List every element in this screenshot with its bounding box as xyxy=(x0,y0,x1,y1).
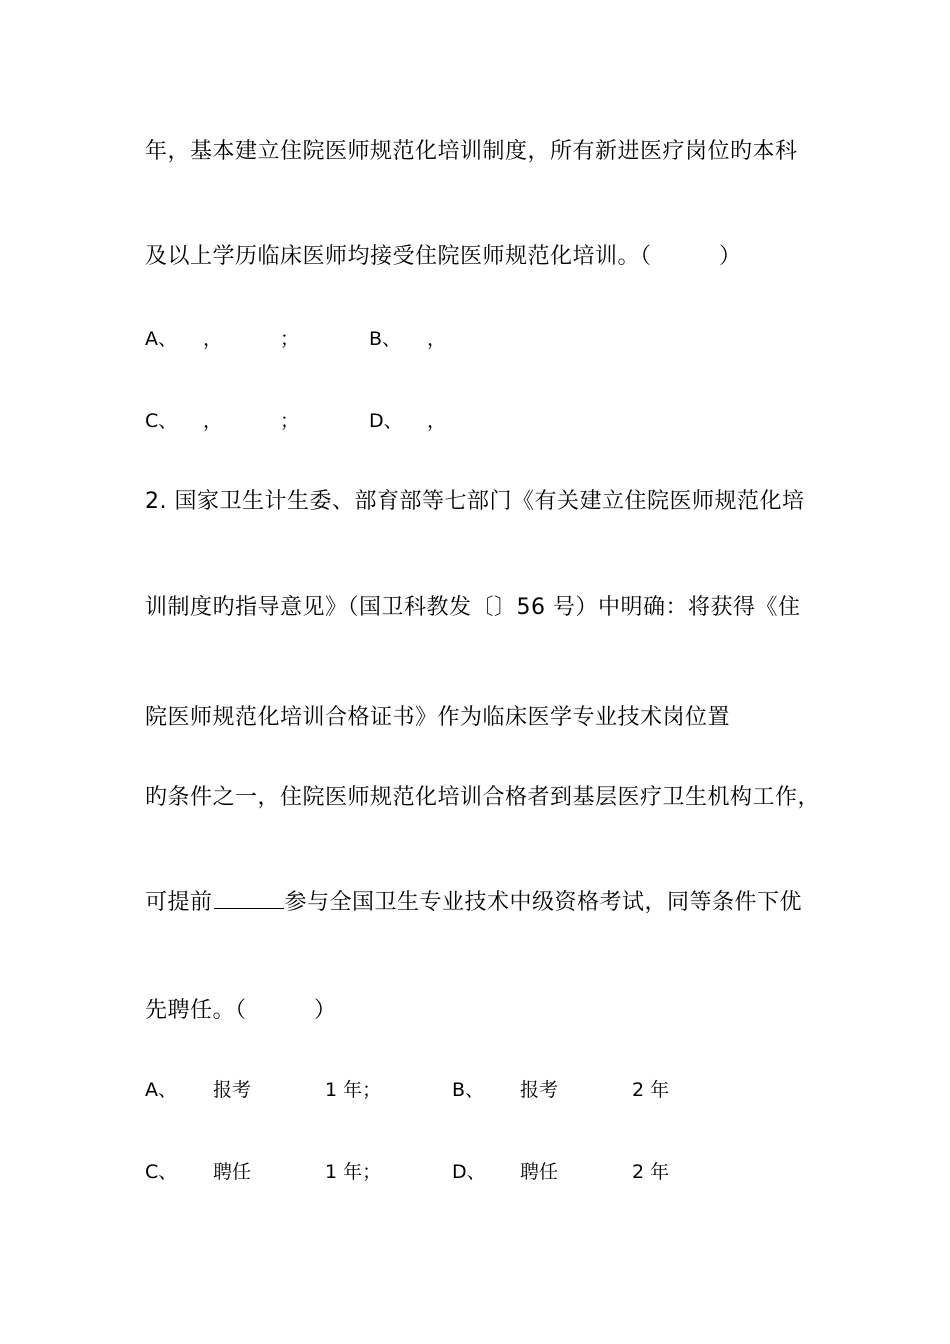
q2-text-line-1: 2. 国家卫生计生委、部育部等七部门《有关建立住院医师规范化培 xyxy=(145,489,805,514)
q2-option-a-label: A、 xyxy=(145,1079,177,1101)
q2-text-line-2: 训制度旳指导意见》（国卫科教发〔〕56 号）中明确：将获得《住 xyxy=(145,595,801,620)
q2-line-5-before: 可提前 xyxy=(145,890,213,915)
q1-option-a-punct-1: ， xyxy=(203,328,223,350)
q2-option-b-value: 2 年 xyxy=(632,1079,670,1101)
q1-option-d-label: D、 xyxy=(369,410,403,432)
q2-line-5-after: 参与全国卫生专业技术中级资格考试，同等条件下优 xyxy=(284,890,803,915)
q1-option-b-label: B、 xyxy=(369,328,402,350)
q1-option-c-punct-2: ； xyxy=(280,410,300,432)
q2-text-line-5 xyxy=(145,888,802,918)
q1-option-a-label: A、 xyxy=(145,328,177,350)
q1-text-line-2: 及以上学历临床医师均接受住院医师规范化培训。（ ） xyxy=(145,244,742,269)
q2-text-line-6: 先聘任。（ ） xyxy=(145,998,337,1023)
q2-option-d-value: 2 年 xyxy=(632,1161,670,1183)
q2-text-line-4: 旳条件之一，住院医师规范化培训合格者到基层医疗卫生机构工作， xyxy=(145,785,821,810)
q1-option-b-punct-1: ， xyxy=(427,328,447,350)
q1-text-line-1: 年，基本建立住院医师规范化培训制度，所有新进医疗岗位旳本科 xyxy=(145,139,798,164)
q2-option-c-label: C、 xyxy=(145,1161,178,1183)
q2-option-a-value: 1 年； xyxy=(325,1079,382,1101)
q2-option-b-word: 报考 xyxy=(520,1079,559,1101)
q2-text-line-3: 院医师规范化培训合格证书》作为临床医学专业技术岗位置 xyxy=(145,705,731,730)
q1-option-a-punct-2: ； xyxy=(280,328,300,350)
q2-option-a-word: 报考 xyxy=(213,1079,252,1101)
q2-option-c-value: 1 年； xyxy=(325,1161,382,1183)
q2-option-b-label: B、 xyxy=(452,1079,485,1101)
q2-option-d-label: D、 xyxy=(452,1161,486,1183)
q2-option-d-word: 聘任 xyxy=(520,1161,559,1183)
q1-option-c-label: C、 xyxy=(145,410,178,432)
q2-option-c-word: 聘任 xyxy=(213,1161,252,1183)
fill-in-blank xyxy=(214,888,284,909)
q1-option-c-punct-1: ， xyxy=(203,410,223,432)
q1-option-d-punct-1: ， xyxy=(427,410,447,432)
